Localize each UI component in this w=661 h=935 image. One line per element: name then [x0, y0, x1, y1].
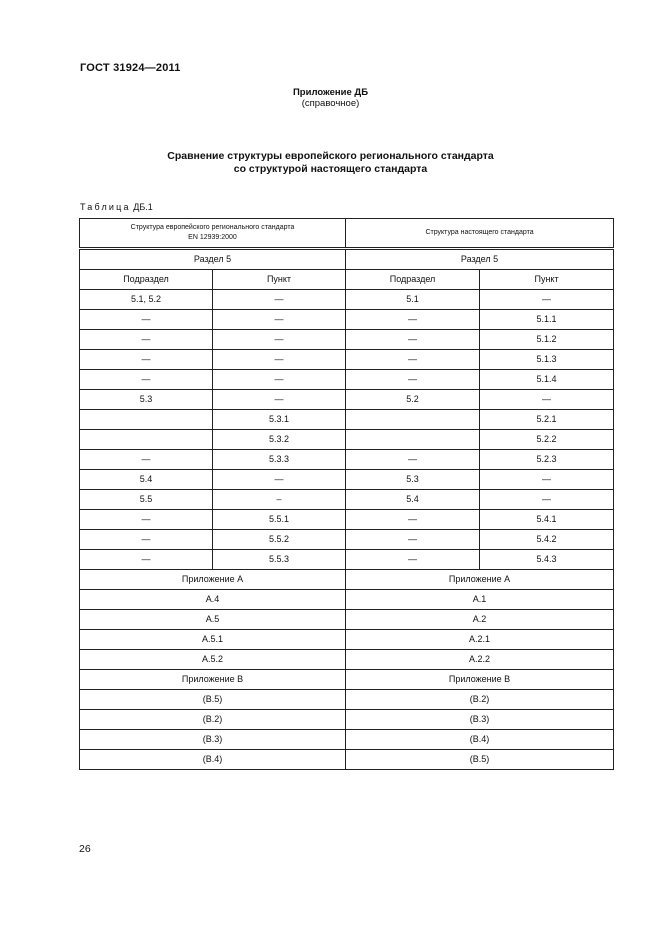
table-cell: 5.1.2	[480, 330, 614, 350]
table-cell: 5.4	[80, 470, 213, 490]
table-cell: —	[80, 330, 213, 350]
comparison-table	[79, 218, 614, 770]
table-cell: (В.3)	[80, 730, 346, 750]
table-row	[80, 690, 614, 710]
table-cell: 5.1.1	[480, 310, 614, 330]
table-cell: —	[80, 370, 213, 390]
table-cell: (В.3)	[346, 710, 614, 730]
table-row	[80, 530, 614, 550]
table-cell: 5.2	[346, 390, 480, 410]
table-row	[80, 370, 614, 390]
table-cell: —	[346, 550, 480, 570]
table-cell: 5.2.1	[480, 410, 614, 430]
table-cell: (В.2)	[80, 710, 346, 730]
table-cell: —	[80, 550, 213, 570]
heading-line-2: со структурой настоящего стандарта	[233, 163, 428, 175]
header-european-line-2: EN 12939:2000	[188, 234, 237, 241]
table-cell: 5.3.2	[213, 430, 346, 450]
table-cell: Приложение А	[346, 570, 614, 590]
table-row	[80, 610, 614, 630]
table-row	[80, 310, 614, 330]
table-cell: —	[213, 350, 346, 370]
table-cell: А.5	[80, 610, 346, 630]
table-cell: 5.1, 5.2	[80, 290, 213, 310]
table-row	[80, 710, 614, 730]
section-right: Раздел 5	[346, 249, 614, 270]
table-cell	[346, 430, 480, 450]
table-cell: —	[213, 290, 346, 310]
table-label	[80, 202, 153, 212]
appendix-subtitle: (справочное)	[301, 98, 360, 109]
table-cell: —	[346, 310, 480, 330]
table-row	[80, 630, 614, 650]
table-cell: 5.1.3	[480, 350, 614, 370]
table-cell: Приложение В	[346, 670, 614, 690]
table-row	[80, 570, 614, 590]
table-row	[80, 430, 614, 450]
table-row	[80, 450, 614, 470]
table-cell: —	[213, 310, 346, 330]
table-header-row	[80, 219, 614, 249]
subheader-cell: Пункт	[213, 270, 346, 290]
table-cell: —	[346, 450, 480, 470]
table-cell	[80, 410, 213, 430]
table-cell: —	[80, 510, 213, 530]
table-cell: —	[346, 530, 480, 550]
table-cell: —	[480, 470, 614, 490]
table-cell: (В.2)	[346, 690, 614, 710]
heading-line-1: Сравнение структуры европейского регионального стандарта	[167, 150, 494, 162]
table-cell: —	[480, 290, 614, 310]
table-cell: А.2.1	[346, 630, 614, 650]
table-cell: —	[346, 510, 480, 530]
table-cell: 5.4.3	[480, 550, 614, 570]
table-cell: Приложение А	[80, 570, 346, 590]
table-cell: 5.3	[80, 390, 213, 410]
table-cell: 5.4	[346, 490, 480, 510]
table-cell: 5.4.1	[480, 510, 614, 530]
table-cell: —	[213, 390, 346, 410]
table-cell: 5.3.3	[213, 450, 346, 470]
subheader-cell: Подраздел	[80, 270, 213, 290]
table-cell: —	[346, 330, 480, 350]
section-heading	[0, 150, 661, 176]
table-cell: 5.3	[346, 470, 480, 490]
table-cell: 5.2.2	[480, 430, 614, 450]
document-code: ГОСТ 31924—2011	[80, 62, 181, 74]
table-cell: А.5.2	[80, 650, 346, 670]
table-row	[80, 390, 614, 410]
table-cell: А.4	[80, 590, 346, 610]
table-cell: —	[213, 370, 346, 390]
table-row	[80, 470, 614, 490]
table-cell	[80, 430, 213, 450]
table-cell: 5.5	[80, 490, 213, 510]
table-row	[80, 730, 614, 750]
subheader-cell: Подраздел	[346, 270, 480, 290]
table-row	[80, 510, 614, 530]
table-cell: 5.4.2	[480, 530, 614, 550]
section-left: Раздел 5	[80, 249, 346, 270]
table-cell: 5.3.1	[213, 410, 346, 430]
table-cell: 5.5.3	[213, 550, 346, 570]
appendix-title: Приложение ДБ	[292, 87, 369, 98]
table-cell: А.2.2	[346, 650, 614, 670]
section-row	[80, 249, 614, 270]
table-cell: —	[213, 470, 346, 490]
table-row	[80, 590, 614, 610]
table-cell: —	[80, 530, 213, 550]
table-cell: —	[480, 490, 614, 510]
appendix-heading	[0, 87, 661, 109]
table-cell: А.5.1	[80, 630, 346, 650]
table-cell: Приложение В	[80, 670, 346, 690]
table-row	[80, 670, 614, 690]
table-cell: 5.2.3	[480, 450, 614, 470]
table-cell: –	[213, 490, 346, 510]
table-cell: 5.5.1	[213, 510, 346, 530]
table-cell: —	[346, 370, 480, 390]
table-cell: (В.4)	[346, 730, 614, 750]
table-cell: А.1	[346, 590, 614, 610]
table-label-prefix: Таблица	[80, 202, 131, 212]
header-current-structure: Структура настоящего стандарта	[346, 219, 614, 249]
table-cell: 5.5.2	[213, 530, 346, 550]
header-european-line-1: Структура европейского регионального стандарта	[130, 224, 295, 231]
table-cell: (В.5)	[346, 750, 614, 770]
table-cell: 5.1	[346, 290, 480, 310]
table-row	[80, 650, 614, 670]
table-cell: —	[213, 330, 346, 350]
table-row	[80, 350, 614, 370]
table-cell: (В.4)	[80, 750, 346, 770]
table-row	[80, 290, 614, 310]
table-cell: (В.5)	[80, 690, 346, 710]
table-cell: —	[346, 350, 480, 370]
table-row	[80, 490, 614, 510]
table-row	[80, 550, 614, 570]
subheader-cell: Пункт	[480, 270, 614, 290]
table-cell: —	[480, 390, 614, 410]
table-cell: —	[80, 310, 213, 330]
table-cell: —	[80, 350, 213, 370]
table-row	[80, 410, 614, 430]
header-european-structure	[80, 219, 346, 249]
table-cell: 5.1.4	[480, 370, 614, 390]
table-cell	[346, 410, 480, 430]
comparison-table-body	[80, 219, 614, 770]
table-row	[80, 750, 614, 770]
page-number: 26	[79, 843, 91, 855]
subheader-row	[80, 270, 614, 290]
table-row	[80, 330, 614, 350]
table-cell: А.2	[346, 610, 614, 630]
table-cell: —	[80, 450, 213, 470]
table-label-number: ДБ.1	[133, 202, 153, 212]
